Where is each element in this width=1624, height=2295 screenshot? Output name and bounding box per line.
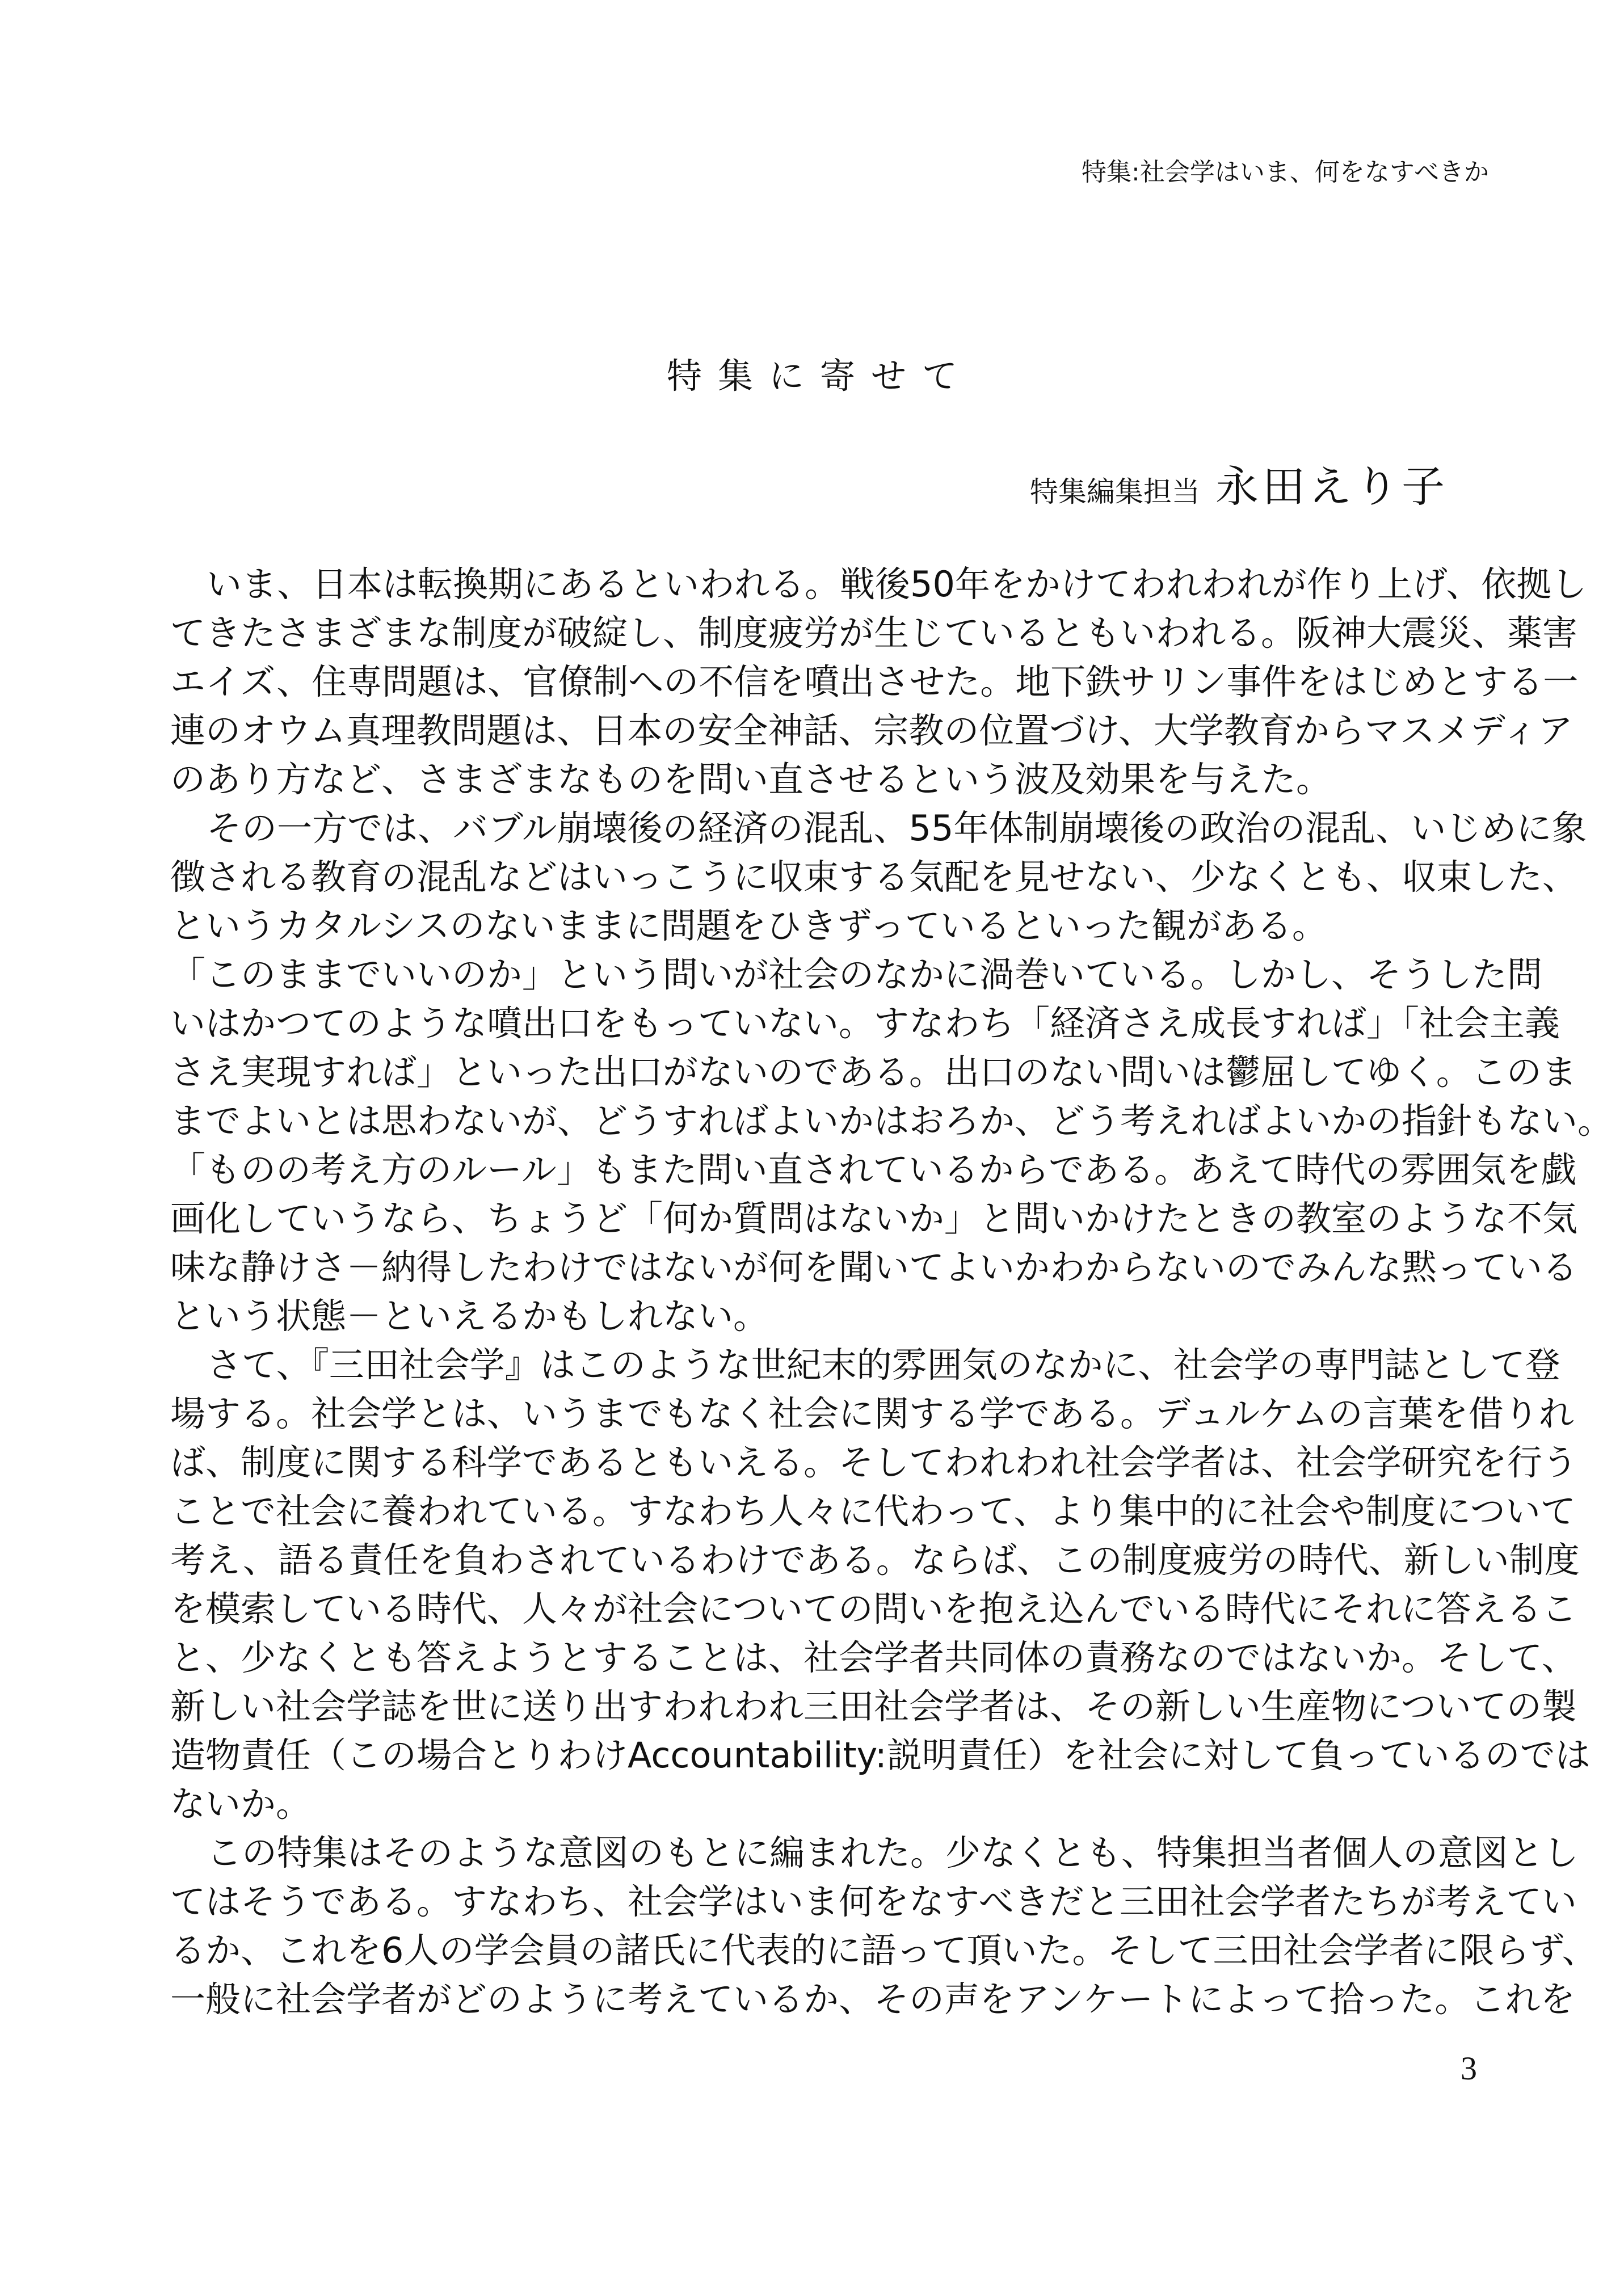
text-line: 考え、語る責任を負わされているわけである。ならば、この制度疲労の時代、新しい制度	[170, 1539, 1580, 1581]
text-line: さえ実現すれば」といった出口がないのである。出口のない問いは鬱屈してゆく。このま	[170, 1051, 1577, 1093]
text-line: さて、『三田社会学』はこのような世紀末的雰囲気のなかに、社会学の専門誌として登	[207, 1344, 1560, 1386]
text-line: という状態－といえるかもしれない。	[170, 1295, 769, 1337]
text-line: のあり方など、さまざまなものを問い直させるという波及効果を与えた。	[170, 759, 1332, 800]
paragraph	[170, 950, 1613, 1341]
paragraph	[170, 1341, 1591, 1829]
article-body	[170, 560, 1613, 2024]
text-line: いはかつてのような噴出口をもっていない。すなわち「経済さえ成長すれば」「社会主義	[170, 1003, 1560, 1044]
text-line: 画化していうなら、ちょうど「何か質問はないか」と問いかけたときの教室のような不気	[170, 1198, 1578, 1239]
text-line: 「このままでいいのか」という問いが社会のなかに渦巻いている。しかし、そうした問	[170, 954, 1543, 995]
paragraph	[170, 804, 1587, 950]
text-line: いま、日本は転換期にあるといわれる。戦後50年をかけてわれわれが作り上げ、依拠し	[207, 563, 1587, 605]
text-line: 一般に社会学者がどのように考えているか、その声をアンケートによって拾った。これを	[170, 1978, 1576, 2020]
text-line: ないか。	[170, 1783, 312, 1825]
text-line: 場する。社会学とは、いうまでもなく社会に関する学である。デュルケムの言葉を借りれ	[170, 1393, 1574, 1434]
paragraph	[170, 1829, 1597, 2024]
text-line: までよいとは思わないが、どうすればよいかはおろか、どう考えればよいかの指針もない。	[170, 1100, 1613, 1142]
text-line: てはそうである。すなわち、社会学はいま何をなすべきだと三田社会学者たちが考えてい	[170, 1881, 1577, 1922]
text-line: てきたさまざまな制度が破綻し、制度疲労が生じているともいわれる。阪神大震災、薬害	[170, 612, 1578, 654]
running-header: 特集:社会学はいま、何をなすべきか	[1082, 158, 1489, 187]
author-role: 特集編集担当	[1029, 475, 1200, 508]
text-line: この特集はそのような意図のもとに編まれた。少なくとも、特集担当者個人の意図とし	[207, 1832, 1579, 1873]
text-line: 造物責任（この場合とりわけAccountability:説明責任）を社会に対して負っているのでは	[170, 1734, 1591, 1776]
text-line: 徴される教育の混乱などはいっこうに収束する気配を見せない、少なくとも、収束した、	[170, 856, 1578, 898]
article-title: 特集に寄せて	[666, 355, 973, 397]
text-line: と、少なくとも答えようとすることは、社会学者共同体の責務なのではないか。そして、	[170, 1637, 1577, 1678]
text-line: を模索している時代、人々が社会についての問いを抱え込んでいる時代にそれに答えるこ	[170, 1588, 1577, 1629]
text-line: その一方では、バブル崩壊後の経済の混乱、55年体制崩壊後の政治の混乱、いじめに象	[207, 807, 1587, 849]
author-name: 永田えり子	[1215, 461, 1448, 512]
text-line: ことで社会に養われている。すなわち人々に代わって、より集中的に社会や制度について	[170, 1490, 1576, 1532]
text-line: るか、これを6人の学会員の諸氏に代表的に語って頂いた。そして三田社会学者に限らず、	[170, 1930, 1597, 1971]
text-line: 連のオウム真理教問題は、日本の安全神話、宗教の位置づけ、大学教育からマスメディア	[170, 710, 1573, 751]
paragraph	[170, 560, 1587, 804]
text-line: ば、制度に関する科学であるともいえる。そしてわれわれ社会学者は、社会学研究を行う	[170, 1442, 1578, 1483]
page-number: 3	[1461, 2050, 1477, 2087]
text-line: エイズ、住専問題は、官僚制への不信を噴出させた。地下鉄サリン事件をはじめとする一	[170, 661, 1579, 702]
byline	[1030, 461, 1448, 525]
text-line: 「ものの考え方のルール」もまた問い直されているからである。あえて時代の雰囲気を戯	[170, 1149, 1577, 1190]
text-line: というカタルシスのないままに問題をひきずっているといった観がある。	[170, 905, 1327, 946]
text-line: 新しい社会学誌を世に送り出すわれわれ三田社会学者は、その新しい生産物についての製	[170, 1686, 1577, 1727]
text-line: 味な静けさ－納得したわけではないが何を聞いてよいかわからないのでみんな黙っている	[170, 1247, 1578, 1288]
